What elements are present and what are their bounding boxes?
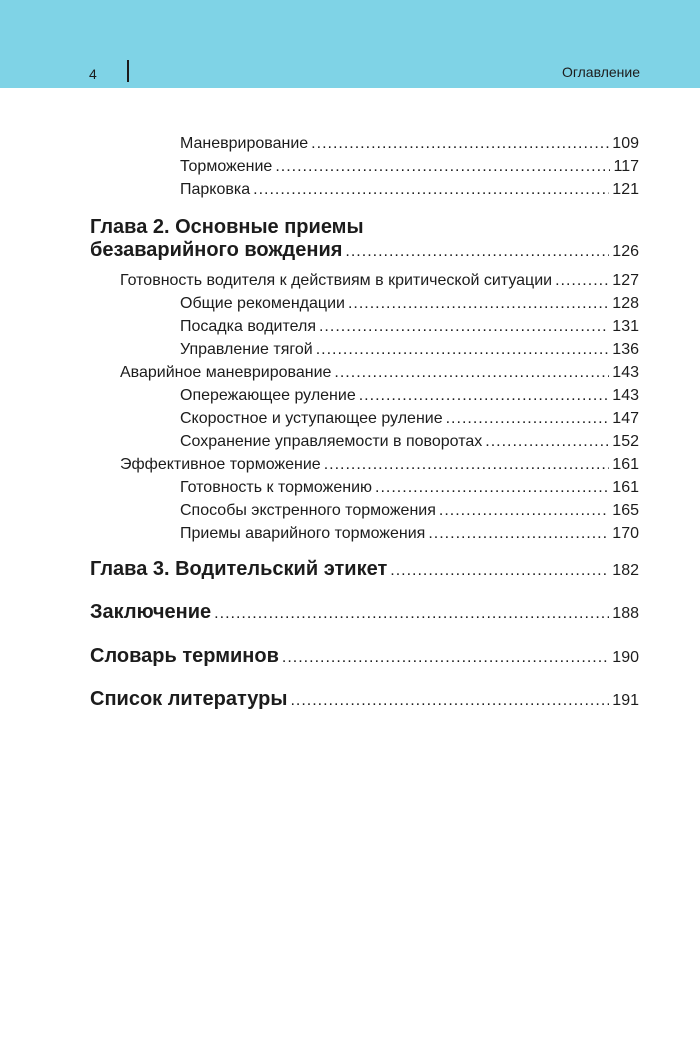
toc-entry-page: 147: [612, 410, 639, 427]
section-title: Оглавление: [561, 64, 640, 80]
toc-entry-chapter-2[interactable]: [90, 239, 639, 262]
toc-entry-page: 126: [612, 243, 639, 260]
toc-entry-braking[interactable]: [180, 158, 639, 176]
toc-entry-page: 143: [612, 364, 639, 381]
leader-dots: [311, 135, 609, 153]
header-divider: [127, 60, 129, 82]
leader-dots: [485, 433, 609, 451]
toc-entry-glossary[interactable]: [90, 645, 639, 668]
toc-entry-page: 121: [612, 181, 639, 198]
toc-entry-page: 161: [612, 456, 639, 473]
toc-entry-braking-readiness[interactable]: [180, 479, 639, 497]
chapter-2-title-line1: Глава 2. Основные приемы: [90, 216, 364, 238]
toc-entry-emergency-braking-methods[interactable]: [180, 502, 639, 520]
leader-dots: [275, 158, 610, 176]
page-number: 4: [89, 66, 97, 82]
toc-entry-label: Посадка водителя: [180, 318, 316, 335]
toc-entry-label: Способы экстренного торможения: [180, 502, 436, 519]
toc-entry-anticipatory-steering[interactable]: [180, 387, 639, 405]
toc-entry-page: 152: [612, 433, 639, 450]
leader-dots: [359, 387, 610, 405]
leader-dots: [324, 456, 610, 474]
toc-entry-page: 165: [612, 502, 639, 519]
leader-dots: [555, 272, 609, 290]
leader-dots: [375, 479, 609, 497]
toc-entry-label: Опережающее руление: [180, 387, 356, 404]
toc-entry-general-recommendations[interactable]: [180, 295, 639, 313]
toc-entry-driver-seating[interactable]: [180, 318, 639, 336]
leader-dots: [316, 341, 610, 359]
toc-entry-label: Глава 3. Водительский этикет: [90, 558, 388, 580]
toc-entry-page: 161: [612, 479, 639, 496]
toc-entry-page: 188: [612, 605, 639, 622]
toc-entry-page: 190: [612, 649, 639, 666]
toc-entry-label: Словарь терминов: [90, 645, 279, 667]
toc-entry-page: 131: [612, 318, 639, 335]
toc-entry-page: 109: [612, 135, 639, 152]
toc-entry-label: Аварийное маневрирование: [120, 364, 332, 381]
toc-entry-bibliography[interactable]: [90, 688, 639, 711]
toc-entry-label: Приемы аварийного торможения: [180, 525, 426, 542]
toc-entry-parking[interactable]: [180, 181, 639, 199]
toc-entry-maneuvering[interactable]: [180, 135, 639, 153]
toc-entry-label: Маневрирование: [180, 135, 309, 152]
toc-entry-label: Управление тягой: [180, 341, 313, 358]
leader-dots: [282, 649, 609, 667]
toc-entry-label: Скоростное и уступающее руление: [180, 410, 443, 427]
leader-dots: [446, 410, 610, 428]
toc-entry-page: 136: [612, 341, 639, 358]
toc-entry-label: Готовность к торможению: [180, 479, 373, 496]
toc-entry-emergency-braking-techniques[interactable]: [180, 525, 639, 543]
toc-entry-emergency-maneuvering[interactable]: [120, 364, 639, 382]
toc-entry-label: Общие рекомендации: [180, 295, 345, 312]
toc-entry-traction-control[interactable]: [180, 341, 639, 359]
leader-dots: [439, 502, 609, 520]
toc-entry-page: 191: [612, 692, 639, 709]
leader-dots: [214, 605, 609, 623]
toc-entry-label: Эффективное торможение: [120, 456, 321, 473]
toc-entry-speed-yielding-steering[interactable]: [180, 410, 639, 428]
toc-entry-page: 127: [612, 272, 639, 289]
toc-entry-label: Список литературы: [90, 688, 288, 710]
toc-entry-page: 128: [612, 295, 639, 312]
leader-dots: [290, 692, 609, 710]
leader-dots: [390, 562, 609, 580]
toc-entry-label: Торможение: [180, 158, 273, 175]
toc-entry-page: 117: [613, 158, 639, 175]
toc-entry-label: Парковка: [180, 181, 251, 198]
toc-entry-page: 170: [612, 525, 639, 542]
leader-dots: [348, 295, 609, 313]
toc-entry-label: Готовность водителя к действиям в критической ситуации: [120, 272, 553, 289]
toc-entry-label: Заключение: [90, 601, 212, 623]
toc-entry-page: 143: [612, 387, 639, 404]
toc-entry-page: 182: [612, 562, 639, 579]
page-header: [0, 0, 700, 88]
toc-entry-cornering-control[interactable]: [180, 433, 639, 451]
toc-entry-chapter-3[interactable]: [90, 558, 639, 581]
toc-entry-label: Сохранение управляемости в поворотах: [180, 433, 483, 450]
leader-dots: [319, 318, 609, 336]
leader-dots: [345, 243, 609, 261]
leader-dots: [428, 525, 609, 543]
toc-entry-effective-braking[interactable]: [120, 456, 639, 474]
toc-entry-label: безаварийного вождения: [90, 239, 343, 261]
toc-entry-conclusion[interactable]: [90, 601, 639, 624]
leader-dots: [253, 181, 609, 199]
leader-dots: [334, 364, 609, 382]
toc-entry-readiness-critical[interactable]: [120, 272, 639, 290]
